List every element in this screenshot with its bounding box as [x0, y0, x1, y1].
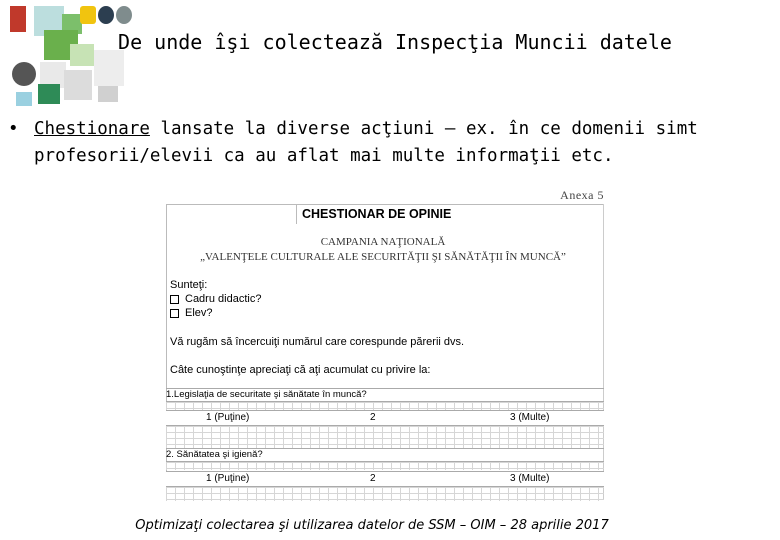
scale-row-2 — [166, 471, 604, 487]
option-teacher — [170, 293, 261, 305]
questionnaire-heading: CHESTIONAR DE OPINIE — [302, 207, 452, 221]
logo-tile — [98, 86, 118, 102]
emblem-icon — [98, 6, 114, 24]
instruction-text: Vă rugăm să încercuiţi numărul care corespunde părerii dvs. — [170, 336, 465, 348]
logo-tile — [94, 50, 124, 86]
emblem-icon — [116, 6, 132, 24]
logo-tile — [38, 84, 60, 104]
scale-mid: 2 — [370, 473, 376, 484]
frame-line — [166, 204, 604, 205]
frame-line — [296, 204, 297, 224]
campaign-line-1: CAMPANIA NAŢIONALĂ — [320, 236, 446, 248]
bullet-dot: • — [8, 119, 19, 139]
scale-low: 1 (Puţine) — [206, 412, 250, 423]
checkbox-icon — [170, 295, 179, 304]
bullet-text — [34, 116, 698, 170]
bullet-underlined-term: Chestionare — [34, 119, 150, 139]
option-student — [170, 307, 213, 319]
logo-tile — [16, 92, 32, 106]
scale-high: 3 (Multe) — [510, 473, 550, 484]
questionnaire-scan — [162, 188, 604, 500]
grid-area — [166, 425, 604, 448]
scale-row-1 — [166, 410, 604, 426]
scale-high: 3 (Multe) — [510, 412, 550, 423]
slide-footer: Optimizaţi colectarea şi utilizarea datelor de SSM – OIM – 28 aprilie 2017 — [135, 518, 609, 533]
option-label: Elev? — [185, 307, 213, 319]
slide-title: De unde îşi colectează Inspecţia Muncii datele — [118, 30, 672, 54]
option-label: Cadru didactic? — [185, 293, 262, 305]
grid-area — [166, 486, 604, 501]
you-are-label: Sunteţi: — [170, 279, 208, 291]
grid-area — [166, 461, 604, 470]
scale-mid: 2 — [370, 412, 376, 423]
partner-logos — [80, 4, 130, 32]
scale-low: 1 (Puţine) — [206, 473, 250, 484]
checkbox-icon — [170, 309, 179, 318]
logo-tile — [12, 62, 36, 86]
bullet-line1-rest: lansate la diverse acţiuni – ex. în ce domenii simt — [149, 119, 698, 139]
emblem-icon — [80, 6, 96, 24]
grid-area — [166, 401, 604, 410]
item-label-1: 1.Legislaţia de securitate şi sănătate în muncă? — [166, 388, 604, 400]
logo-tile — [10, 6, 26, 32]
bullet-line2: profesorii/elevii ca au aflat mai multe informaţii etc. — [34, 146, 614, 166]
bullet-item — [8, 116, 768, 170]
logo-tile — [64, 70, 92, 100]
item-label-2: 2. Sănătatea şi igienă? — [166, 448, 604, 460]
question-text: Câte cunoştinţe apreciaţi că aţi acumulat cu privire la: — [170, 364, 431, 376]
campaign-line-2: „VALENŢELE CULTURALE ALE SECURITĂŢII ŞI SĂNĂTĂŢII ÎN MUNCĂ” — [200, 251, 566, 263]
annex-label: Anexa 5 — [560, 188, 604, 202]
